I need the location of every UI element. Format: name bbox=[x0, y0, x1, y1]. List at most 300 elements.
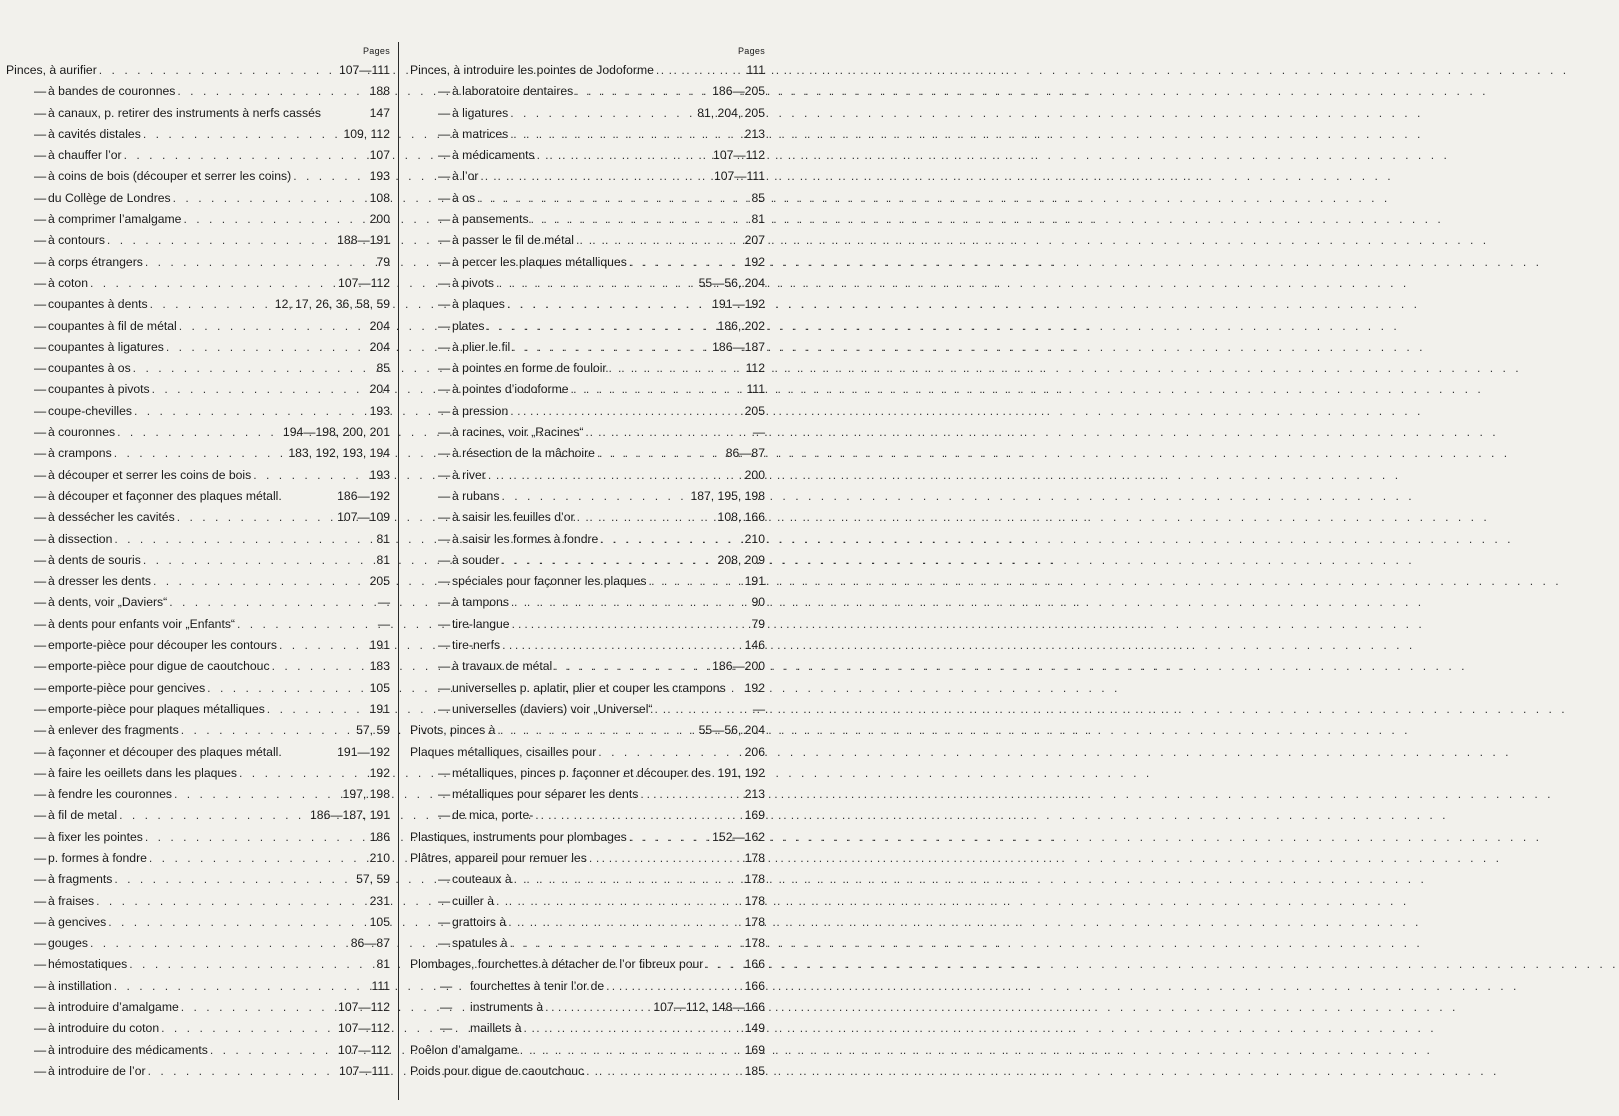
index-heading-entry bbox=[410, 720, 765, 741]
page-reference: 112 bbox=[745, 361, 765, 376]
dot-leader bbox=[112, 869, 354, 890]
dot-leader bbox=[587, 848, 743, 869]
index-heading-entry bbox=[410, 1040, 765, 1061]
entry-label: Plaques métalliques, cisailles pour bbox=[410, 744, 597, 759]
entry-label: à racines, voir „Racines“ bbox=[452, 425, 584, 440]
ditto-dash: — bbox=[34, 936, 47, 951]
index-subentry bbox=[410, 656, 765, 677]
ditto-dash: — bbox=[34, 190, 47, 205]
entry-label: coupantes à os bbox=[48, 361, 131, 376]
page-reference: 107—111 bbox=[713, 169, 765, 184]
ditto-dash: — bbox=[438, 212, 451, 227]
page-reference: 191—192 bbox=[337, 744, 390, 759]
index-subentry bbox=[410, 635, 765, 656]
dot-leader bbox=[518, 1040, 743, 1061]
dot-leader bbox=[499, 486, 688, 507]
ditto-dash: — bbox=[34, 361, 47, 376]
index-subentry bbox=[6, 294, 390, 315]
index-heading-entry bbox=[410, 742, 765, 763]
dot-leader bbox=[508, 103, 695, 124]
index-subentry bbox=[6, 912, 390, 933]
page-reference: 192 bbox=[744, 680, 765, 695]
index-subentry bbox=[410, 358, 765, 379]
dot-leader bbox=[208, 1040, 336, 1061]
page-reference: 86—87 bbox=[350, 936, 390, 951]
index-subentry bbox=[6, 124, 390, 145]
dot-leader bbox=[533, 805, 742, 826]
dot-leader bbox=[508, 401, 742, 422]
ditto-dash: — bbox=[438, 297, 451, 312]
dot-leader bbox=[521, 1018, 742, 1039]
ditto-dash: — bbox=[438, 893, 451, 908]
entry-label: à cavités distales bbox=[48, 126, 141, 141]
page-reference: 186, 202 bbox=[717, 318, 765, 333]
ditto-dash: — bbox=[438, 403, 451, 418]
entry-label: à enlever des fragments bbox=[48, 723, 179, 738]
entry-list-left bbox=[6, 60, 390, 1082]
dot-leader bbox=[508, 124, 742, 145]
entry-label: métalliques pour séparer les dents bbox=[452, 787, 639, 802]
dot-leader bbox=[506, 912, 742, 933]
page-reference: 191 bbox=[369, 638, 390, 653]
dot-leader bbox=[598, 529, 742, 550]
index-subentry bbox=[410, 145, 765, 166]
dot-leader bbox=[159, 1018, 336, 1039]
index-subentry bbox=[6, 997, 390, 1018]
dot-leader bbox=[569, 379, 745, 400]
ditto-dash: — bbox=[438, 574, 451, 589]
index-subentry bbox=[6, 103, 390, 124]
index-subentry bbox=[6, 252, 390, 273]
page-reference: 192 bbox=[744, 254, 765, 269]
index-subentry bbox=[6, 976, 390, 997]
ditto-dash: — bbox=[440, 1021, 453, 1036]
dot-leader bbox=[499, 550, 715, 571]
index-column-right bbox=[410, 44, 765, 1082]
entry-label: à contours bbox=[48, 233, 105, 248]
dot-leader bbox=[574, 230, 743, 251]
entry-label: à dents pour enfants voir „Enfants“ bbox=[48, 616, 235, 631]
ditto-dash: — bbox=[438, 446, 451, 461]
ditto-dash: — bbox=[34, 744, 47, 759]
page-reference: 183 bbox=[369, 659, 390, 674]
entry-label: à l’or bbox=[452, 169, 479, 184]
index-subentry bbox=[410, 891, 765, 912]
dot-leader bbox=[115, 422, 281, 443]
dot-leader bbox=[505, 294, 710, 315]
ditto-dash: — bbox=[438, 787, 451, 802]
index-subentry bbox=[6, 188, 390, 209]
index-heading-entry bbox=[410, 827, 765, 848]
ditto-dash: — bbox=[34, 595, 47, 610]
entry-label: à pointes en forme de fouloir bbox=[452, 361, 607, 376]
page-reference: 186—187 bbox=[712, 339, 765, 354]
ditto-dash: — bbox=[34, 638, 47, 653]
ditto-dash: — bbox=[34, 318, 47, 333]
page-reference: 205 bbox=[369, 574, 390, 589]
index-subentry bbox=[6, 166, 390, 187]
index-subentry bbox=[410, 188, 765, 209]
dot-leader bbox=[147, 848, 368, 869]
entry-label: à plaques bbox=[452, 297, 505, 312]
dot-leader bbox=[703, 954, 742, 975]
entry-label: à rubans bbox=[452, 488, 500, 503]
index-subentry bbox=[410, 592, 765, 613]
dot-leader bbox=[131, 358, 375, 379]
ditto-dash: — bbox=[34, 403, 47, 418]
ditto-dash: — bbox=[34, 765, 47, 780]
ditto-dash: — bbox=[34, 701, 47, 716]
entry-label: à crampons bbox=[48, 446, 112, 461]
dot-leader bbox=[552, 656, 710, 677]
ditto-dash: — bbox=[438, 701, 451, 716]
index-subentry bbox=[410, 976, 765, 997]
entry-label: à introduire d’amalgame bbox=[48, 1000, 179, 1015]
page-reference: 193 bbox=[369, 403, 390, 418]
dot-leader bbox=[575, 507, 716, 528]
entry-label: Poids pour digue de caoutchouc bbox=[410, 1063, 585, 1078]
page-reference: 107—111 bbox=[338, 1063, 390, 1078]
entry-label: à médicaments bbox=[452, 148, 535, 163]
entry-label: tire-langue bbox=[452, 616, 510, 631]
dot-leader bbox=[151, 571, 368, 592]
page-reference: 178 bbox=[744, 914, 765, 929]
entry-label: à introduire du coton bbox=[48, 1021, 160, 1036]
ditto-dash: — bbox=[438, 531, 451, 546]
index-subentry bbox=[6, 316, 390, 337]
index-subentry bbox=[410, 784, 765, 805]
page-reference: 57, 59 bbox=[356, 872, 390, 887]
page-reference: 105 bbox=[369, 914, 390, 929]
ditto-dash: — bbox=[34, 510, 47, 525]
dot-leader bbox=[596, 742, 742, 763]
page-reference: 149 bbox=[744, 1021, 765, 1036]
dot-leader bbox=[494, 273, 697, 294]
entry-label: à introduire des médicaments bbox=[48, 1042, 208, 1057]
dot-leader bbox=[112, 443, 287, 464]
ditto-dash: — bbox=[34, 1042, 47, 1057]
index-subentry bbox=[410, 316, 765, 337]
entry-label: à résection de la mâchoire bbox=[452, 446, 595, 461]
dot-leader bbox=[584, 1061, 743, 1082]
page-reference: 188 bbox=[369, 84, 390, 99]
ditto-dash: — bbox=[438, 318, 451, 333]
index-heading-entry bbox=[6, 60, 390, 81]
index-subentry bbox=[6, 635, 390, 656]
page-reference: 210 bbox=[744, 531, 765, 546]
page-reference: 197, 198 bbox=[342, 787, 390, 802]
index-subentry bbox=[410, 401, 765, 422]
ditto-dash: — bbox=[438, 872, 451, 887]
dot-leader bbox=[277, 635, 368, 656]
ditto-dash: — bbox=[34, 723, 47, 738]
entry-label: emporte-pièce pour gencives bbox=[48, 680, 206, 695]
dot-leader bbox=[512, 869, 743, 890]
page-reference: 107—109 bbox=[337, 510, 390, 525]
index-subentry bbox=[410, 422, 765, 443]
index-subentry bbox=[6, 1040, 390, 1061]
page-reference: 107—112 bbox=[338, 1021, 390, 1036]
page-reference: 187, 195, 198 bbox=[690, 488, 765, 503]
entry-label: coupantes à pivots bbox=[48, 382, 150, 397]
entry-label: à os bbox=[452, 190, 476, 205]
ditto-dash: — bbox=[34, 872, 47, 887]
page-reference: 111 bbox=[746, 63, 765, 77]
entry-label: à dents, voir „Daviers“ bbox=[48, 595, 168, 610]
ditto-dash: — bbox=[438, 936, 451, 951]
page-reference: 105 bbox=[369, 680, 390, 695]
index-subentry bbox=[410, 465, 765, 486]
ditto-dash: — bbox=[34, 616, 47, 631]
dot-leader bbox=[510, 337, 710, 358]
dot-leader bbox=[638, 784, 742, 805]
dot-leader bbox=[543, 997, 651, 1018]
ditto-dash: — bbox=[34, 531, 47, 546]
page-reference: — bbox=[752, 425, 765, 440]
page-reference: 90 bbox=[751, 595, 765, 610]
index-subentry bbox=[6, 209, 390, 230]
entry-label: à corps étrangers bbox=[48, 254, 143, 269]
page-reference: 108 bbox=[369, 190, 390, 205]
page-reference: 86—87 bbox=[725, 446, 765, 461]
index-subentry bbox=[6, 145, 390, 166]
index-subentry bbox=[410, 571, 765, 592]
pages-column-header: Pages bbox=[737, 46, 765, 56]
dot-leader bbox=[510, 614, 750, 635]
entry-label: gouges bbox=[48, 936, 88, 951]
dot-leader bbox=[495, 720, 696, 741]
entry-label: à laboratoire dentaires bbox=[452, 84, 574, 99]
page-reference: 183, 192, 193, 194 bbox=[288, 446, 390, 461]
ditto-dash: — bbox=[438, 233, 451, 248]
entry-label: à dresser les dents bbox=[48, 574, 151, 589]
ditto-dash: — bbox=[438, 808, 451, 823]
index-subentry bbox=[410, 230, 765, 251]
ditto-dash: — bbox=[34, 233, 47, 248]
dot-leader bbox=[291, 166, 367, 187]
page-reference: 111 bbox=[746, 382, 765, 397]
dot-leader bbox=[94, 891, 368, 912]
dot-leader bbox=[88, 933, 349, 954]
index-subentry bbox=[6, 486, 390, 507]
entry-label: emporte-pièce pour plaques métalliques bbox=[48, 701, 265, 716]
page-reference: 107—112 bbox=[713, 148, 765, 163]
entry-label: à pivots bbox=[452, 275, 495, 290]
entry-label: à souder bbox=[452, 552, 500, 567]
page-reference: 207 bbox=[744, 233, 765, 248]
dot-leader bbox=[141, 550, 375, 571]
ditto-dash: — bbox=[34, 297, 47, 312]
page-reference: 81 bbox=[751, 212, 765, 227]
ditto-dash: — bbox=[438, 914, 451, 929]
dot-leader bbox=[172, 784, 341, 805]
page-reference: 81 bbox=[376, 531, 390, 546]
entry-label: à canaux, p. retirer des instruments à nerfs cassés bbox=[48, 105, 321, 120]
entry-label: coupantes à fil de métal bbox=[48, 318, 177, 333]
index-subentry bbox=[6, 592, 390, 613]
page-reference: 204 bbox=[369, 318, 390, 333]
entry-label: métalliques, pinces p. façonner et découper des bbox=[452, 765, 711, 780]
page-reference: 107—111 bbox=[338, 63, 390, 77]
ditto-dash: — bbox=[438, 659, 451, 674]
dot-leader bbox=[177, 316, 368, 337]
dot-leader bbox=[175, 81, 367, 102]
page-reference: 85 bbox=[376, 361, 390, 376]
ditto-dash: — bbox=[34, 978, 47, 993]
dot-leader bbox=[654, 60, 745, 81]
entry-label: emporte-pièce pour découper les contours bbox=[48, 638, 277, 653]
dot-leader bbox=[105, 230, 335, 251]
dot-leader bbox=[508, 933, 743, 954]
index-heading-entry bbox=[410, 848, 765, 869]
dot-leader bbox=[141, 124, 342, 145]
dot-leader bbox=[97, 60, 337, 81]
entry-label: à passer le fil de métal bbox=[452, 233, 574, 248]
entry-label: à dissection bbox=[48, 531, 113, 546]
ditto-dash: — bbox=[440, 1000, 453, 1015]
ditto-dash: — bbox=[438, 275, 451, 290]
index-subentry bbox=[410, 124, 765, 145]
index-subentry bbox=[410, 379, 765, 400]
entry-label: à river bbox=[452, 467, 486, 482]
index-subentry bbox=[6, 784, 390, 805]
ditto-dash: — bbox=[438, 84, 451, 99]
index-subentry bbox=[410, 997, 765, 1018]
entry-label: emporte-pièce pour digue de caoutchouc bbox=[48, 659, 270, 674]
entry-label: universelles p. aplatir, plier et couper les crampons bbox=[452, 680, 726, 695]
page-reference: 193 bbox=[369, 169, 390, 184]
page-reference: 205 bbox=[744, 403, 765, 418]
dot-leader bbox=[475, 188, 749, 209]
column-divider bbox=[398, 42, 399, 1100]
entry-label: à matrices bbox=[452, 126, 509, 141]
index-subentry bbox=[6, 954, 390, 975]
index-subentry bbox=[410, 805, 765, 826]
entry-label: à coins de bois (découper et serrer les coins) bbox=[48, 169, 292, 184]
dot-leader bbox=[146, 1061, 337, 1082]
page-reference: 166 bbox=[744, 957, 765, 972]
dot-leader bbox=[150, 379, 368, 400]
entry-label: à percer les plaques métalliques bbox=[452, 254, 627, 269]
dot-leader bbox=[175, 507, 335, 528]
entry-label: à bandes de couronnes bbox=[48, 84, 176, 99]
entry-label: à saisir les feuilles d’or bbox=[452, 510, 575, 525]
dot-leader bbox=[595, 443, 724, 464]
index-subentry bbox=[410, 550, 765, 571]
entry-label: à plier le fil bbox=[452, 339, 511, 354]
ditto-dash: — bbox=[438, 510, 451, 525]
ditto-dash: — bbox=[438, 361, 451, 376]
page-reference: 200 bbox=[744, 467, 765, 482]
index-subentry bbox=[6, 465, 390, 486]
entry-label: instruments à bbox=[470, 1000, 544, 1015]
page-reference: 185 bbox=[744, 1063, 765, 1078]
ditto-dash: — bbox=[438, 126, 451, 141]
dot-leader bbox=[573, 81, 710, 102]
page-reference: 169 bbox=[744, 1042, 765, 1057]
page-reference: 55—56, 204 bbox=[698, 723, 765, 738]
ditto-dash: — bbox=[34, 339, 47, 354]
dot-leader bbox=[164, 337, 368, 358]
page-reference: 186—200 bbox=[712, 659, 765, 674]
entry-label: à découper et façonner des plaques métall. bbox=[48, 488, 282, 503]
entry-label: à travaux de métal bbox=[452, 659, 553, 674]
entry-list-right bbox=[410, 60, 765, 1082]
index-subentry bbox=[6, 550, 390, 571]
ditto-dash: — bbox=[34, 148, 47, 163]
page-reference: 186—192 bbox=[337, 488, 390, 503]
entry-label: à pointes d’iodoforme bbox=[452, 382, 569, 397]
dot-leader bbox=[478, 166, 712, 187]
entry-label: à introduire de l’or bbox=[48, 1063, 146, 1078]
page-reference: 107 bbox=[369, 148, 390, 163]
dot-leader bbox=[627, 827, 710, 848]
index-subentry bbox=[6, 1061, 390, 1082]
index-subentry bbox=[6, 401, 390, 422]
page-reference: 109, 112 bbox=[343, 126, 390, 141]
entry-label: à fendre les couronnes bbox=[48, 787, 172, 802]
index-subentry bbox=[6, 81, 390, 102]
ditto-dash: — bbox=[438, 425, 451, 440]
ditto-dash: — bbox=[34, 850, 47, 865]
pages-column-header: Pages bbox=[362, 46, 390, 56]
entry-label: à faire les oeillets dans les plaques bbox=[48, 765, 238, 780]
page-reference: 208, 209 bbox=[717, 552, 765, 567]
ditto-dash: — bbox=[34, 84, 47, 99]
ditto-dash: — bbox=[34, 829, 47, 844]
dot-leader bbox=[494, 891, 743, 912]
ditto-dash: — bbox=[34, 574, 47, 589]
ditto-dash: — bbox=[438, 169, 451, 184]
dot-leader bbox=[127, 954, 374, 975]
ditto-dash: — bbox=[34, 957, 47, 972]
dot-leader bbox=[112, 976, 370, 997]
entry-label: p. formes à fondre bbox=[48, 850, 147, 865]
page-reference: 193 bbox=[369, 467, 390, 482]
ditto-dash: — bbox=[438, 595, 451, 610]
ditto-dash: — bbox=[438, 382, 451, 397]
index-subentry bbox=[6, 933, 390, 954]
page-reference: 213 bbox=[744, 126, 765, 141]
entry-label: Plastiques, instruments pour plombages bbox=[410, 829, 627, 844]
page-reference: 79 bbox=[751, 616, 765, 631]
entry-label: Pivots, pinces à bbox=[410, 723, 496, 738]
page-reference: 146 bbox=[744, 638, 765, 653]
ditto-dash: — bbox=[34, 467, 47, 482]
index-subentry bbox=[410, 869, 765, 890]
index-subentry bbox=[6, 869, 390, 890]
index-subentry bbox=[6, 571, 390, 592]
dot-leader bbox=[88, 273, 336, 294]
entry-label: à instillation bbox=[48, 978, 112, 993]
index-subentry bbox=[6, 358, 390, 379]
dot-leader bbox=[270, 656, 368, 677]
entry-label: cuiller à bbox=[452, 893, 494, 908]
index-subentry bbox=[6, 742, 390, 763]
dot-leader bbox=[652, 699, 750, 720]
page-reference: 111 bbox=[371, 978, 390, 993]
ditto-dash: — bbox=[34, 680, 47, 695]
index-subentry bbox=[410, 763, 765, 784]
dot-leader bbox=[179, 997, 336, 1018]
page-reference: 213 bbox=[744, 787, 765, 802]
page-reference: 107—112 bbox=[338, 1000, 390, 1015]
index-subentry bbox=[410, 507, 765, 528]
index-subentry bbox=[410, 529, 765, 550]
entry-label: à comprimer l’amalgame bbox=[48, 212, 182, 227]
page-reference: 166 bbox=[744, 978, 765, 993]
index-subentry bbox=[6, 763, 390, 784]
